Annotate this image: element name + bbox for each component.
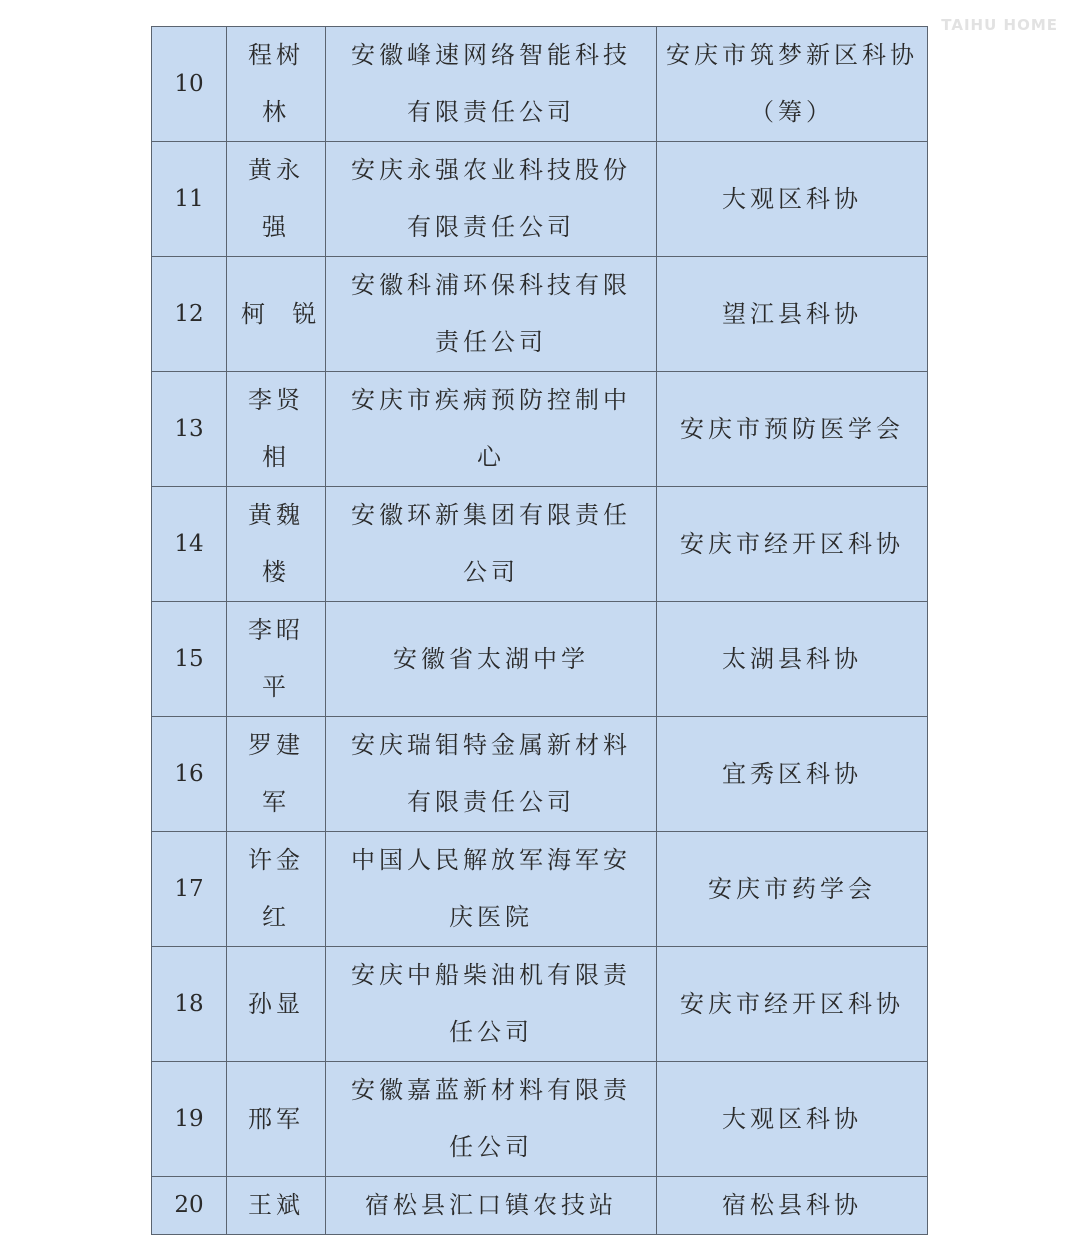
recommending-unit: 宜秀区科协: [657, 717, 928, 832]
row-number: 20: [152, 1177, 227, 1235]
row-number: 10: [152, 27, 227, 142]
watermark: TAIHU HOME: [941, 16, 1058, 34]
table-row: [152, 372, 928, 487]
recommending-unit: 安庆市经开区科协: [657, 487, 928, 602]
recommending-unit: 大观区科协: [657, 1062, 928, 1177]
work-unit: 安庆中船柴油机有限责任公司: [326, 947, 657, 1062]
work-unit: 安徽嘉蓝新材料有限责任公司: [326, 1062, 657, 1177]
table-row: [152, 717, 928, 832]
row-number: 13: [152, 372, 227, 487]
recommending-unit: 安庆市筑梦新区科协（筹）: [657, 27, 928, 142]
table-row: [152, 1062, 928, 1177]
table-row: [152, 257, 928, 372]
work-unit: 宿松县汇口镇农技站: [326, 1177, 657, 1235]
recommending-unit: 太湖县科协: [657, 602, 928, 717]
table-row: [152, 832, 928, 947]
table-row: [152, 142, 928, 257]
person-name: 李昭平: [227, 602, 326, 717]
work-unit: 中国人民解放军海军安庆医院: [326, 832, 657, 947]
table-row: [152, 947, 928, 1062]
recommending-unit: 安庆市预防医学会: [657, 372, 928, 487]
work-unit: 安徽科浦环保科技有限责任公司: [326, 257, 657, 372]
recommending-unit: 望江县科协: [657, 257, 928, 372]
recommending-unit: 安庆市药学会: [657, 832, 928, 947]
table-row: [152, 27, 928, 142]
row-number: 12: [152, 257, 227, 372]
person-name: 黄永强: [227, 142, 326, 257]
table-row: [152, 1177, 928, 1235]
row-number: 11: [152, 142, 227, 257]
table-row: [152, 602, 928, 717]
person-name: 黄魏楼: [227, 487, 326, 602]
person-name: 邢军: [227, 1062, 326, 1177]
recommending-unit: 安庆市经开区科协: [657, 947, 928, 1062]
work-unit: 安徽省太湖中学: [326, 602, 657, 717]
person-name: 柯 锐: [227, 257, 326, 372]
work-unit: 安徽峰速网络智能科技有限责任公司: [326, 27, 657, 142]
person-name: 王斌: [227, 1177, 326, 1235]
person-name: 李贤相: [227, 372, 326, 487]
row-number: 17: [152, 832, 227, 947]
work-unit: 安庆市疾病预防控制中心: [326, 372, 657, 487]
row-number: 18: [152, 947, 227, 1062]
row-number: 16: [152, 717, 227, 832]
work-unit: 安庆永强农业科技股份有限责任公司: [326, 142, 657, 257]
row-number: 19: [152, 1062, 227, 1177]
person-name: 程树林: [227, 27, 326, 142]
recommending-unit: 宿松县科协: [657, 1177, 928, 1235]
table-row: [152, 487, 928, 602]
person-name: 罗建军: [227, 717, 326, 832]
work-unit: 安徽环新集团有限责任公司: [326, 487, 657, 602]
person-name: 许金红: [227, 832, 326, 947]
work-unit: 安庆瑞钼特金属新材料有限责任公司: [326, 717, 657, 832]
recommending-unit: 大观区科协: [657, 142, 928, 257]
row-number: 15: [152, 602, 227, 717]
award-table: [151, 26, 928, 1235]
person-name: 孙显: [227, 947, 326, 1062]
row-number: 14: [152, 487, 227, 602]
